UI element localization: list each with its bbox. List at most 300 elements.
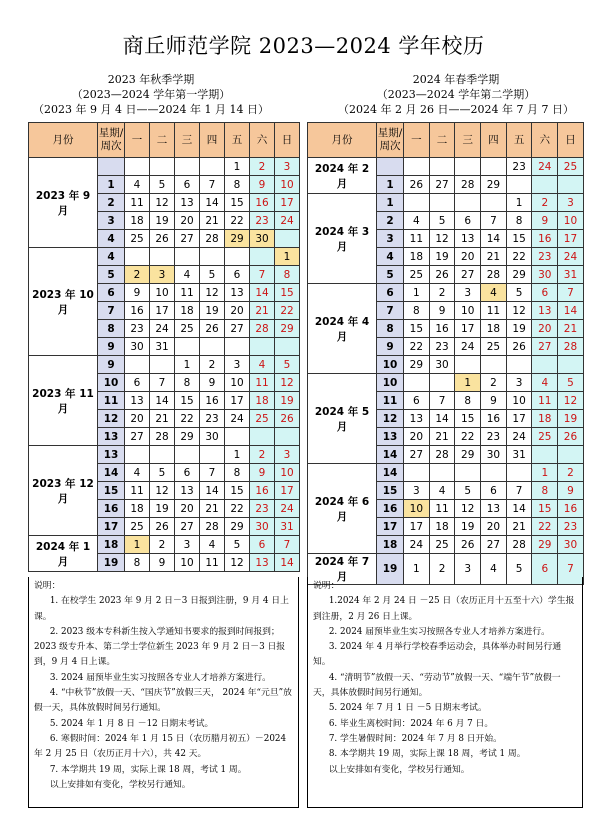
- day-cell: 25: [175, 320, 200, 338]
- day-cell: 29: [225, 518, 250, 536]
- day-cell: 29: [225, 230, 250, 248]
- day-cell: [455, 158, 481, 176]
- week-header-line: 周次: [379, 140, 401, 152]
- day-cell: 24: [275, 212, 300, 230]
- day-cell: 31: [275, 518, 300, 536]
- day-cell: 4: [250, 356, 275, 374]
- day-cell: 2: [429, 554, 455, 585]
- week-row: [29, 536, 300, 554]
- day-cell: 11: [125, 482, 150, 500]
- week-number: 9: [377, 338, 404, 356]
- day-cell: 5: [150, 464, 175, 482]
- day-cell: 5: [506, 554, 532, 585]
- day-cell: 26: [506, 338, 532, 356]
- day-cell: 1: [225, 446, 250, 464]
- day-cell: [250, 248, 275, 266]
- day-cell: 1: [455, 374, 481, 392]
- day-cell: 24: [532, 158, 558, 176]
- day-cell: 19: [200, 302, 225, 320]
- day-cell: 31: [150, 338, 175, 356]
- month-label: 2023 年 10 月: [29, 248, 98, 356]
- day-cell: [125, 446, 150, 464]
- note-item: 4. “清明节”放假一天、“劳动节”放假一天、“端午节”放假一天，具体放假时间另行通知。: [313, 672, 561, 699]
- day-cell: 25: [558, 158, 584, 176]
- day-cell: 16: [250, 194, 275, 212]
- day-cell: 7: [250, 266, 275, 284]
- day-cell: 11: [175, 284, 200, 302]
- day-cell: 30: [558, 536, 584, 554]
- month-column-header: 月份: [29, 123, 98, 158]
- week-number: 13: [98, 446, 125, 464]
- day-cell: 10: [455, 302, 481, 320]
- week-row: [308, 194, 584, 212]
- day-cell: [225, 428, 250, 446]
- day-cell: 27: [404, 446, 430, 464]
- day-cell: 7: [200, 464, 225, 482]
- day-cell: 13: [175, 482, 200, 500]
- day-cell: 31: [558, 266, 584, 284]
- week-number: 6: [377, 284, 404, 302]
- day-cell: 22: [175, 410, 200, 428]
- day-cell: 5: [429, 212, 455, 230]
- week-number: 3: [377, 230, 404, 248]
- day-cell: [250, 338, 275, 356]
- month-label: 2024 年 6 月: [308, 464, 377, 554]
- day-cell: 1: [532, 464, 558, 482]
- day-cell: 1: [506, 194, 532, 212]
- day-cell: 3: [506, 374, 532, 392]
- day-cell: 26: [200, 320, 225, 338]
- day-cell: 26: [455, 536, 481, 554]
- day-cell: 7: [558, 554, 584, 585]
- day-cell: 18: [125, 212, 150, 230]
- note-item: 6. 毕业生离校时间：2024 年 6 月 7 日。: [328, 718, 494, 729]
- day-cell: [532, 446, 558, 464]
- day-cell: [558, 176, 584, 194]
- day-cell: 14: [429, 410, 455, 428]
- day-cell: 23: [481, 428, 507, 446]
- week-number: 18: [98, 536, 125, 554]
- day-cell: 26: [150, 518, 175, 536]
- note-item: 6. 寒假时间：2024 年 1 月 15 日（农历腊月初五）－2024 年 2 月 25 日（农历正月十六），共 42 天。: [34, 733, 287, 760]
- day-cell: 1: [175, 356, 200, 374]
- week-number: 13: [377, 428, 404, 446]
- week-number: 7: [377, 302, 404, 320]
- note-item: 1.2024 年 2 月 24 日 －25 日（农历正月十五至十六）学生报到注册，2 月 26 日上课。: [313, 596, 575, 622]
- day-cell: [200, 158, 225, 176]
- day-cell: 1: [404, 284, 430, 302]
- day-cell: 19: [150, 500, 175, 518]
- day-cell: 23: [506, 158, 532, 176]
- week-header-line: 星期/: [98, 127, 124, 139]
- day-cell: 6: [125, 374, 150, 392]
- week-number: 11: [377, 392, 404, 410]
- day-cell: [404, 464, 430, 482]
- day-cell: [558, 356, 584, 374]
- right-calendar-table: [307, 122, 584, 585]
- day-cell: [150, 248, 175, 266]
- day-cell: 22: [404, 338, 430, 356]
- day-cell: 14: [506, 500, 532, 518]
- day-cell: [455, 464, 481, 482]
- day-cell: 28: [558, 338, 584, 356]
- week-number: 9: [98, 338, 125, 356]
- day-cell: 15: [455, 410, 481, 428]
- day-cell: 15: [225, 482, 250, 500]
- day-cell: 27: [532, 338, 558, 356]
- day-cell: [481, 464, 507, 482]
- day-cell: 17: [404, 518, 430, 536]
- month-label: 2024 年 2 月: [308, 158, 377, 194]
- day-cell: 12: [150, 482, 175, 500]
- day-cell: 18: [250, 392, 275, 410]
- day-cell: 15: [275, 284, 300, 302]
- day-cell: 2: [125, 266, 150, 284]
- day-cell: [481, 194, 507, 212]
- day-cell: 4: [404, 212, 430, 230]
- day-cell: 28: [150, 428, 175, 446]
- week-number: 10: [377, 374, 404, 392]
- day-cell: [481, 158, 507, 176]
- week-number: 17: [377, 518, 404, 536]
- week-number: 8: [377, 320, 404, 338]
- week-number: 12: [98, 410, 125, 428]
- week-number: 16: [377, 500, 404, 518]
- week-column-header: [98, 123, 125, 158]
- week-number: 16: [98, 500, 125, 518]
- day-cell: [481, 356, 507, 374]
- note-item: 5. 2024 年 7 月 1 日 －5 日期末考试。: [328, 703, 487, 714]
- week-number: 10: [377, 356, 404, 374]
- day-cell: 5: [150, 176, 175, 194]
- day-cell: 2: [250, 446, 275, 464]
- note-item: 7. 本学期共 19 周，实际上课 18 周，考试 1 周。: [49, 764, 247, 775]
- day-cell: 29: [481, 176, 507, 194]
- day-cell: 21: [481, 248, 507, 266]
- day-cell: 8: [125, 554, 150, 572]
- day-cell: 4: [429, 482, 455, 500]
- day-cell: 28: [455, 176, 481, 194]
- day-cell: 4: [481, 284, 507, 302]
- week-number: 19: [98, 554, 125, 572]
- week-number: 14: [377, 464, 404, 482]
- day-cell: 14: [150, 392, 175, 410]
- day-cell: 12: [225, 554, 250, 572]
- day-cell: 5: [455, 482, 481, 500]
- day-cell: 24: [558, 248, 584, 266]
- day-cell: 16: [481, 410, 507, 428]
- day-cell: 12: [150, 194, 175, 212]
- day-cell: 26: [150, 230, 175, 248]
- day-cell: [506, 464, 532, 482]
- day-cell: 22: [532, 518, 558, 536]
- day-cell: 28: [200, 518, 225, 536]
- week-number: 4: [377, 248, 404, 266]
- week-header-line: 星期/: [377, 127, 403, 139]
- day-cell: 18: [481, 320, 507, 338]
- day-cell: 15: [175, 392, 200, 410]
- day-cell: 18: [429, 518, 455, 536]
- day-cell: 17: [455, 320, 481, 338]
- day-cell: 12: [558, 392, 584, 410]
- day-cell: [506, 356, 532, 374]
- day-cell: 4: [481, 554, 507, 585]
- weekday-header: 二: [429, 123, 455, 158]
- note-item: 8. 本学期共 19 周，实际上课 18 周，考试 1 周。: [328, 749, 526, 760]
- day-cell: 12: [455, 500, 481, 518]
- week-number: 5: [377, 266, 404, 284]
- day-cell: [150, 356, 175, 374]
- day-cell: [275, 428, 300, 446]
- day-cell: [429, 158, 455, 176]
- day-cell: 23: [125, 320, 150, 338]
- day-cell: 9: [125, 284, 150, 302]
- week-number: 14: [377, 446, 404, 464]
- day-cell: 30: [429, 356, 455, 374]
- day-cell: 24: [455, 338, 481, 356]
- day-cell: 17: [275, 194, 300, 212]
- day-cell: 17: [225, 392, 250, 410]
- day-cell: 23: [532, 248, 558, 266]
- day-cell: 7: [150, 374, 175, 392]
- week-number: 14: [98, 464, 125, 482]
- day-cell: [558, 446, 584, 464]
- day-cell: 9: [429, 302, 455, 320]
- day-cell: 19: [558, 410, 584, 428]
- week-column-header: [377, 123, 404, 158]
- week-number: 15: [98, 482, 125, 500]
- right-semester-heading: [305, 72, 607, 117]
- day-cell: 21: [200, 500, 225, 518]
- day-cell: 8: [225, 464, 250, 482]
- week-number: 19: [377, 554, 404, 585]
- note-item: 5. 2024 年 1 月 8 日 －12 日期末考试。: [49, 718, 214, 729]
- week-number: 5: [98, 266, 125, 284]
- day-cell: 7: [558, 284, 584, 302]
- weekday-header: 四: [481, 123, 507, 158]
- day-cell: 5: [225, 536, 250, 554]
- day-cell: 5: [558, 374, 584, 392]
- day-cell: 27: [175, 518, 200, 536]
- header-row: [29, 123, 300, 158]
- day-cell: 6: [175, 464, 200, 482]
- week-number: 4: [98, 248, 125, 266]
- day-cell: [275, 230, 300, 248]
- day-cell: [175, 338, 200, 356]
- week-number: 12: [377, 410, 404, 428]
- week-row: [29, 446, 300, 464]
- note-item: 以上安排如有变化，学校另行通知。: [49, 779, 191, 790]
- day-cell: [125, 248, 150, 266]
- day-cell: 12: [275, 374, 300, 392]
- day-cell: 3: [404, 482, 430, 500]
- day-cell: 29: [275, 320, 300, 338]
- day-cell: 27: [481, 536, 507, 554]
- day-cell: 29: [404, 356, 430, 374]
- weekday-header: 六: [532, 123, 558, 158]
- day-cell: 13: [455, 230, 481, 248]
- day-cell: 29: [455, 446, 481, 464]
- day-cell: 14: [481, 230, 507, 248]
- day-cell: [175, 248, 200, 266]
- day-cell: 9: [250, 176, 275, 194]
- day-cell: 3: [150, 266, 175, 284]
- day-cell: 28: [429, 446, 455, 464]
- day-cell: 20: [455, 248, 481, 266]
- day-cell: 18: [404, 248, 430, 266]
- day-cell: 7: [429, 392, 455, 410]
- note-item: 2. 2023 级本专科新生按入学通知书要求的报到时间报到；2023 级专升本、第二学士学位新生 2023 年 9 月 2 日－3 日报到，9 月 4 日上课。: [34, 626, 286, 668]
- day-cell: 5: [200, 266, 225, 284]
- week-row: [308, 158, 584, 176]
- day-cell: 14: [558, 302, 584, 320]
- day-cell: 4: [532, 374, 558, 392]
- day-cell: 2: [150, 536, 175, 554]
- day-cell: 10: [506, 392, 532, 410]
- day-cell: 17: [275, 482, 300, 500]
- day-cell: [200, 446, 225, 464]
- right-semester-name: 2024 年春季学期: [412, 73, 500, 86]
- day-cell: 20: [532, 320, 558, 338]
- day-cell: 12: [506, 302, 532, 320]
- day-cell: 20: [404, 428, 430, 446]
- week-number: [377, 158, 404, 176]
- day-cell: 3: [455, 554, 481, 585]
- day-cell: 22: [225, 500, 250, 518]
- day-cell: 7: [506, 482, 532, 500]
- weekday-header: 五: [506, 123, 532, 158]
- left-semester-heading: [0, 72, 302, 117]
- left-semester-year: （2023—2024 学年第一学期）: [71, 88, 231, 101]
- week-number: 11: [98, 392, 125, 410]
- day-cell: 3: [455, 284, 481, 302]
- weekday-header: 三: [175, 123, 200, 158]
- day-cell: [429, 464, 455, 482]
- month-label: 2024 年 1 月: [29, 536, 98, 572]
- page-title: 商丘师范学院 2023—2024 学年校历: [122, 34, 485, 58]
- day-cell: 27: [175, 230, 200, 248]
- day-cell: 27: [455, 266, 481, 284]
- week-number: 8: [98, 320, 125, 338]
- day-cell: 4: [125, 464, 150, 482]
- day-cell: 13: [532, 302, 558, 320]
- day-cell: 1: [225, 158, 250, 176]
- day-cell: 19: [429, 248, 455, 266]
- day-cell: 11: [404, 230, 430, 248]
- day-cell: 6: [250, 536, 275, 554]
- day-cell: 11: [481, 302, 507, 320]
- day-cell: 11: [125, 194, 150, 212]
- week-header-line: 周次: [100, 140, 122, 152]
- day-cell: 20: [481, 518, 507, 536]
- day-cell: [429, 374, 455, 392]
- day-cell: [225, 248, 250, 266]
- day-cell: 2: [429, 284, 455, 302]
- week-number: 15: [377, 482, 404, 500]
- week-number: 1: [98, 176, 125, 194]
- week-number: 3: [98, 212, 125, 230]
- right-semester-dates: （2024 年 2 月 26 日——2024 年 7 月 7 日）: [338, 103, 574, 116]
- day-cell: 20: [175, 212, 200, 230]
- day-cell: 29: [532, 536, 558, 554]
- day-cell: 24: [506, 428, 532, 446]
- week-row: [308, 464, 584, 482]
- day-cell: 13: [481, 500, 507, 518]
- day-cell: 9: [200, 374, 225, 392]
- day-cell: 9: [150, 554, 175, 572]
- day-cell: [250, 428, 275, 446]
- day-cell: 24: [225, 410, 250, 428]
- day-cell: 8: [506, 212, 532, 230]
- week-row: [29, 356, 300, 374]
- day-cell: [506, 176, 532, 194]
- week-row: [308, 284, 584, 302]
- day-cell: 8: [532, 482, 558, 500]
- left-calendar-table: [28, 122, 300, 572]
- week-number: 1: [377, 176, 404, 194]
- day-cell: 16: [532, 230, 558, 248]
- day-cell: 23: [429, 338, 455, 356]
- day-cell: [150, 158, 175, 176]
- day-cell: 6: [404, 392, 430, 410]
- note-item: 3. 2024 届预毕业生实习按照各专业人才培养方案进行。: [49, 672, 271, 683]
- month-label: 2023 年 11 月: [29, 356, 98, 446]
- week-row: [308, 374, 584, 392]
- note-item: 3. 2024 年 4 月举行学校春季运动会，具体举办时间另行通知。: [313, 642, 562, 668]
- day-cell: 25: [125, 230, 150, 248]
- weekday-header: 二: [150, 123, 175, 158]
- day-cell: 6: [225, 266, 250, 284]
- day-cell: 29: [175, 428, 200, 446]
- month-label: 2024 年 7 月: [308, 554, 377, 585]
- day-cell: 25: [125, 518, 150, 536]
- day-cell: 30: [250, 518, 275, 536]
- day-cell: 23: [200, 410, 225, 428]
- day-cell: 1: [125, 536, 150, 554]
- day-cell: 21: [429, 428, 455, 446]
- day-cell: 28: [481, 266, 507, 284]
- week-number: 7: [98, 302, 125, 320]
- note-item: 以上安排如有变化，学校另行通知。: [328, 764, 470, 775]
- day-cell: 10: [404, 500, 430, 518]
- day-cell: [200, 248, 225, 266]
- day-cell: 13: [404, 410, 430, 428]
- month-label: 2023 年 9 月: [29, 158, 98, 248]
- day-cell: 9: [558, 482, 584, 500]
- day-cell: 17: [150, 302, 175, 320]
- day-cell: [275, 338, 300, 356]
- week-row: [29, 158, 300, 176]
- day-cell: 6: [481, 482, 507, 500]
- month-label: 2024 年 4 月: [308, 284, 377, 374]
- day-cell: 31: [506, 446, 532, 464]
- day-cell: 10: [225, 374, 250, 392]
- note-item: 2. 2024 届预毕业生实习按照各专业人才培养方案进行。: [328, 626, 550, 637]
- day-cell: 27: [225, 320, 250, 338]
- day-cell: 16: [429, 320, 455, 338]
- day-cell: 12: [200, 284, 225, 302]
- week-number: 13: [98, 428, 125, 446]
- day-cell: [175, 158, 200, 176]
- week-number: [98, 158, 125, 176]
- day-cell: 21: [558, 320, 584, 338]
- day-cell: [532, 176, 558, 194]
- day-cell: 24: [150, 320, 175, 338]
- weekday-header: 日: [275, 123, 300, 158]
- notes-title: 说明：: [313, 581, 340, 591]
- day-cell: 21: [250, 302, 275, 320]
- day-cell: 6: [455, 212, 481, 230]
